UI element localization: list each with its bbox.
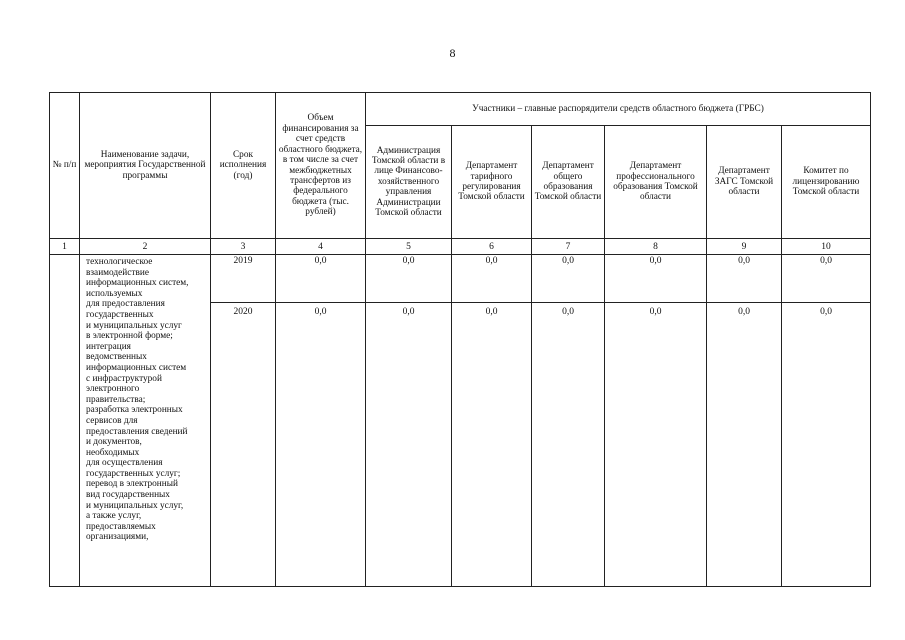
- task-text-line: и муниципальных услуг,: [86, 500, 184, 511]
- column-number: 9: [741, 241, 747, 252]
- header-participant: Департамент ЗАГС Томской области: [714, 166, 774, 198]
- value-cell: 0,0: [562, 307, 574, 317]
- task-text-line: ведомственных: [86, 352, 147, 363]
- value-cell: 0,0: [402, 307, 415, 317]
- column-number: 7: [565, 241, 571, 252]
- task-text-line: предоставляемых: [86, 521, 156, 532]
- column-number: 8: [653, 241, 658, 252]
- task-text-line: государственных: [86, 309, 154, 320]
- task-text-line: для осуществления: [86, 458, 163, 469]
- task-text-line: правительства;: [86, 394, 146, 405]
- value-cell: 0,0: [649, 256, 662, 266]
- task-text-line: используемых: [86, 288, 143, 299]
- value-cell: 0,0: [649, 307, 662, 317]
- header-participant: Комитет по лицензированию Томской области: [792, 166, 860, 198]
- header-participant: Администрация Томской области в лице Финансово-хозяйственного управления Администрации Томской области: [371, 145, 446, 219]
- header-participant: Департамент профессионального образования Томской области: [613, 161, 698, 203]
- value-cell: 0,0: [562, 256, 574, 266]
- value-cell: 0,0: [738, 307, 750, 317]
- year-cell: 2020: [233, 307, 253, 317]
- task-text-line: необходимых: [86, 447, 140, 458]
- value-cell: 0,0: [314, 307, 327, 317]
- column-number: 1: [62, 241, 67, 252]
- column-number: 5: [406, 241, 411, 252]
- header-number: № п/п: [52, 160, 77, 171]
- task-text-line: информационных систем,: [86, 278, 189, 289]
- task-text-line: перевод в электронный: [86, 479, 178, 490]
- task-text-line: государственных услуг;: [86, 468, 181, 479]
- column-number: 10: [821, 241, 831, 252]
- task-text-line: организациями,: [86, 532, 149, 543]
- column-number: 3: [240, 241, 246, 252]
- header-participants-group: Участники – главные распорядители средств областного бюджета (ГРБС): [472, 103, 764, 114]
- task-text-line: а также услуг,: [86, 511, 142, 522]
- task-text-line: с инфраструктурой: [86, 373, 162, 384]
- task-text-line: разработка электронных: [86, 405, 183, 416]
- header-funding: Объем финансирования за счет средств областного бюджета, в том числе за счет межбюджетных трансфертов из федерального бюджета (тыс. рублей): [278, 113, 363, 218]
- column-number: 2: [142, 241, 148, 252]
- value-cell: 0,0: [402, 256, 415, 266]
- value-cell: 0,0: [820, 256, 832, 266]
- page-number: 8: [449, 46, 456, 60]
- table-border-bottom: [49, 586, 871, 587]
- task-text-line: информационных систем: [86, 362, 187, 373]
- value-cell: 0,0: [738, 256, 750, 266]
- task-text-line: и муниципальных услуг: [86, 320, 182, 331]
- task-text-line: вид государственных: [86, 490, 170, 501]
- table-row-line: [210, 302, 871, 303]
- task-text-line: в электронной форме;: [86, 331, 173, 342]
- value-cell: 0,0: [485, 307, 498, 317]
- year-cell: 2019: [233, 256, 253, 266]
- header-participant: Департамент общего образования Томской области: [534, 161, 602, 203]
- header-term: Срок исполнения (год): [219, 149, 267, 181]
- value-cell: 0,0: [485, 256, 498, 266]
- task-text-line: предоставления сведений: [86, 426, 188, 437]
- task-text-line: интеграция: [86, 341, 131, 352]
- column-number: 4: [318, 241, 323, 252]
- task-text-line: для предоставления: [86, 299, 165, 310]
- value-cell: 0,0: [820, 307, 832, 317]
- task-text-line: электронного: [86, 384, 140, 395]
- task-text-line: взаимодействие: [86, 267, 149, 278]
- table-border-right: [870, 92, 871, 587]
- program-table: [49, 92, 871, 587]
- task-text-line: технологическое: [86, 257, 153, 267]
- task-description: [80, 255, 210, 586]
- header-task-name: Наименование задачи, мероприятия Государственной программы: [84, 149, 206, 181]
- column-number: 6: [489, 241, 494, 252]
- value-cell: 0,0: [314, 256, 327, 266]
- task-text-line: сервисов для: [86, 415, 138, 426]
- header-participant: Департамент тарифного регулирования Томской области: [458, 161, 525, 203]
- task-text-line: и документов,: [86, 437, 142, 448]
